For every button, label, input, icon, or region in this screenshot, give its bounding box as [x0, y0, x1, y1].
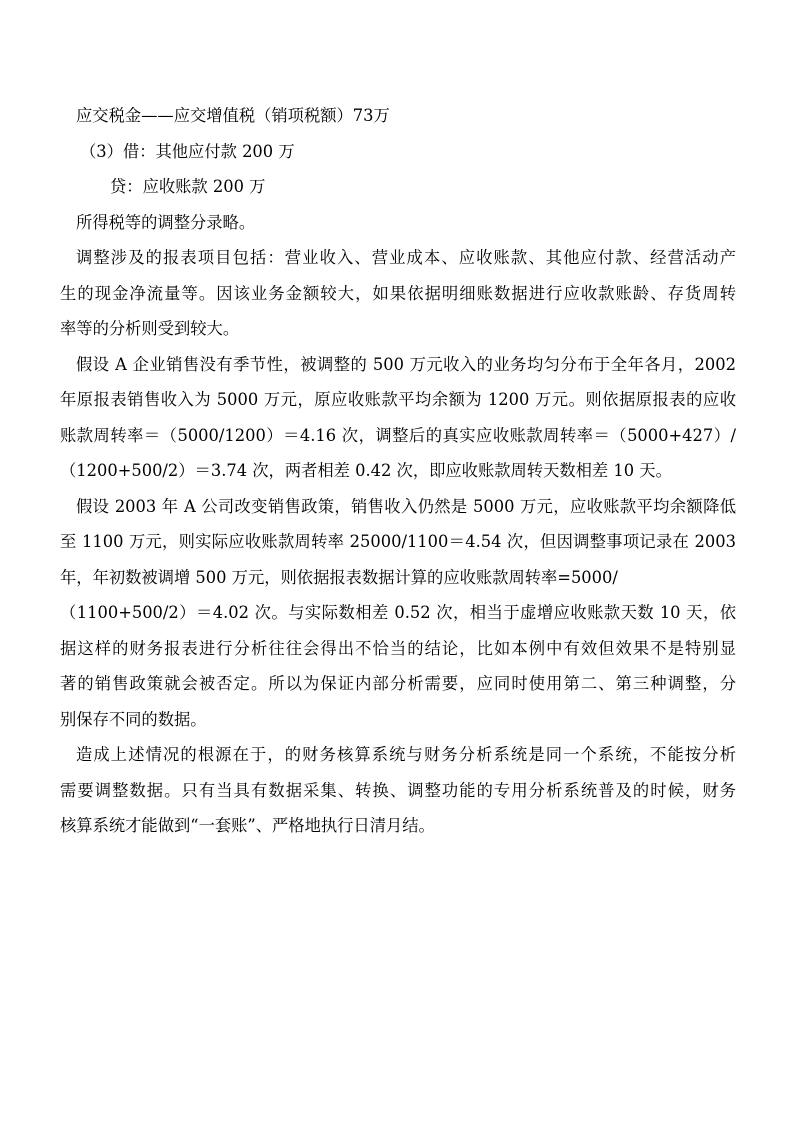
paragraph-line: 账款周转率＝（5000/1200）＝4.16 次，调整后的真实应收账款周转率＝（5000+427）/ [60, 425, 736, 445]
text-line: 应交税金——应交增值税（销项税额）73万 [76, 106, 390, 125]
paragraph-line: 著的销售政策就会被否定。所以为保证内部分析需要，应同时使用第二、第三种调整，分 [60, 674, 736, 693]
paragraph-line: 假设 A 企业销售没有季节性，被调整的 500 万元收入的业务均匀分布于全年各月，2002 [76, 354, 736, 374]
paragraph-line: （1200+500/2）＝3.74 次，两者相差 0.42 次，即应收账款周转天数相差 10 天。 [60, 461, 672, 480]
paragraph-line: 生的现金净流量等。因该业务金额较大，如果依据明细账数据进行应收款账龄、存货周转 [60, 283, 736, 303]
paragraph-line: （1100+500/2）＝4.02 次。与实际数相差 0.52 次，相当于虚增应收账款天数 10 天，依 [60, 603, 736, 622]
paragraph-line: 假设 2003 年 A 公司改变销售政策，销售收入仍然是 5000 万元，应收账款平均余额降低 [76, 496, 736, 516]
paragraph-line: 调整涉及的报表项目包括：营业收入、营业成本、应收账款、其他应付款、经营活动产 [76, 248, 736, 267]
paragraph-line: 造成上述情况的根源在于，的财务核算系统与财务分析系统是同一个系统，不能按分析 [76, 745, 736, 764]
paragraph-line: 据这样的财务报表进行分析往往会得出不恰当的结论，比如本例中有效但效果不是特别显 [60, 638, 736, 658]
paragraph-line: 年原报表销售收入为 5000 万元，原应收账款平均余额为 1200 万元。则依据原报表的应收 [60, 390, 736, 409]
paragraph-line: 核算系统才能做到“一套账”、严格地执行日清月结。 [60, 816, 435, 835]
paragraph-line: 至 1100 万元，则实际应收账款周转率 25000/1100＝4.54 次，但因调整事项记录在 2003 [60, 532, 736, 551]
text-line: 贷：应收账款 200 万 [110, 177, 266, 196]
paragraph-line: 需要调整数据。只有当具有数据采集、转换、调整功能的专用分析系统普及的时候，财务 [60, 780, 736, 800]
paragraph-line: 年，年初数被调增 500 万元，则依据报表数据计算的应收账款周转率=5000/ [60, 567, 618, 587]
paragraph-line: 别保存不同的数据。 [60, 709, 207, 729]
paragraph-line: 率等的分析则受到较大。 [60, 319, 240, 338]
document-body [60, 98, 736, 844]
text-line: 所得税等的调整分录略。 [76, 212, 256, 232]
text-line: （3）借：其他应付款 200 万 [80, 141, 295, 161]
